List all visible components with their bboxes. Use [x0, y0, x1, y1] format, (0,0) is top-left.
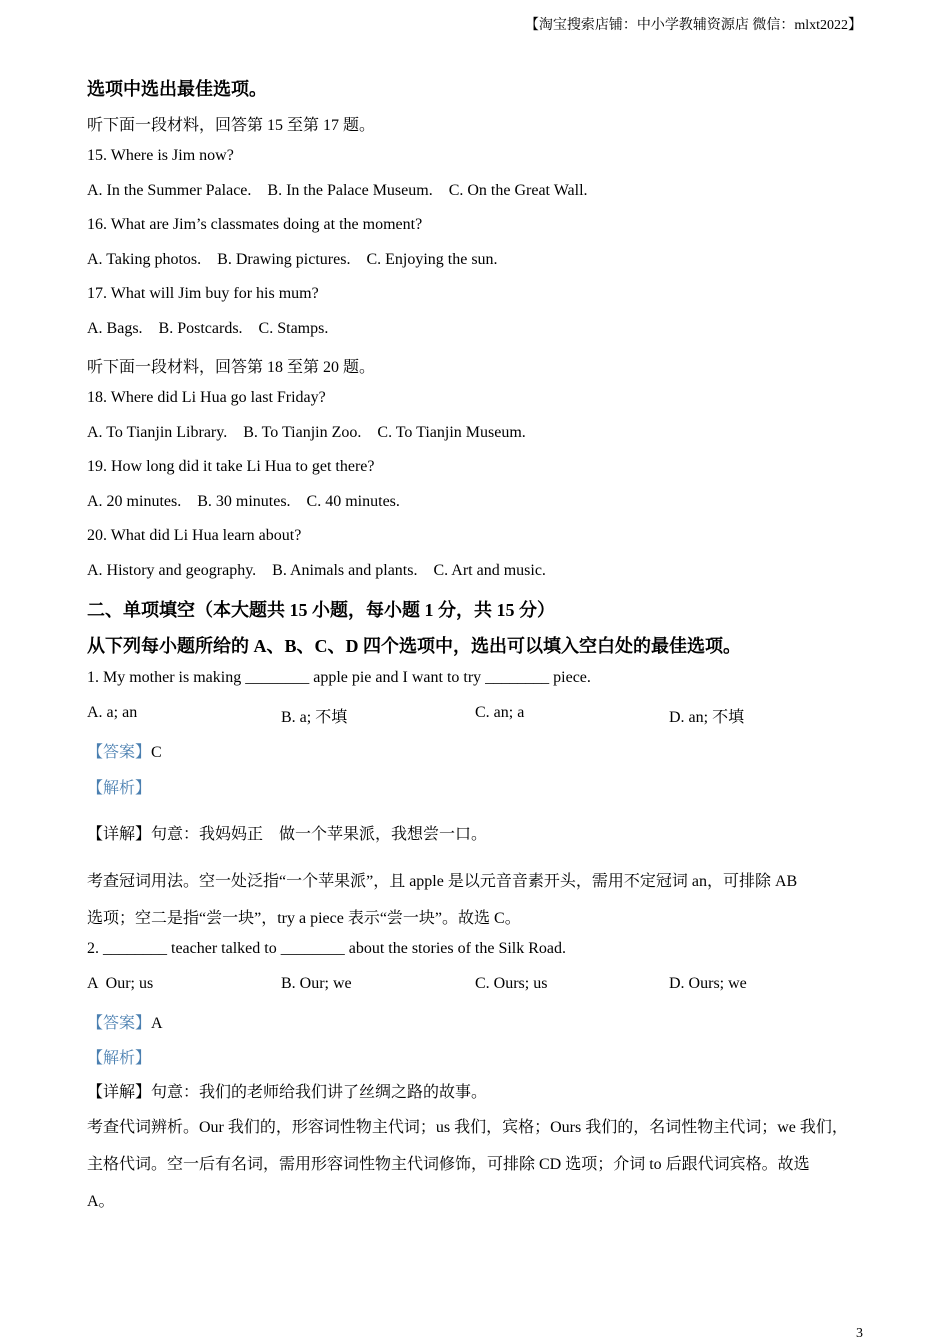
- answer-line: [87, 1010, 163, 1033]
- answer-value: C: [151, 744, 162, 761]
- option-a: A. a; an: [87, 704, 138, 721]
- question-17-options: A. Bags. B. Postcards. C. Stamps.: [87, 320, 329, 337]
- question-20-options: A. History and geography. B. Animals and plants. C. Art and music.: [87, 562, 546, 579]
- option-d: D. an; 不填: [669, 709, 745, 726]
- listening-intro: 听下面一段材料，回答第 15 至第 17 题。: [87, 117, 376, 134]
- question-16-options: A. Taking photos. B. Drawing pictures. C. Enjoying the sun.: [87, 251, 498, 268]
- page-header: 【淘宝搜索店铺：中小学教辅资源店 微信：mlxt2022】: [524, 18, 862, 33]
- question-16: 16. What are Jim’s classmates doing at the moment?: [87, 216, 423, 233]
- explanation-text: 选项；空二是指“尝一块”，try a piece 表示“尝一块”。故选 C。: [87, 910, 521, 927]
- option-c: C. an; a: [475, 704, 525, 721]
- section-heading: 二、单项填空（本大题共 15 小题，每小题 1 分，共 15 分）: [87, 600, 555, 620]
- section-heading: 选项中选出最佳选项。: [87, 79, 267, 99]
- question-18-options: A. To Tianjin Library. B. To Tianjin Zoo. C. To Tianjin Museum.: [87, 424, 526, 441]
- question-2-stem: 2. ________ teacher talked to ________ about the stories of the Silk Road.: [87, 940, 567, 957]
- listening-intro: 听下面一段材料，回答第 18 至第 20 题。: [87, 359, 376, 376]
- question-17: 17. What will Jim buy for his mum?: [87, 285, 319, 302]
- answer-label: 【答案】: [87, 744, 152, 761]
- answer-value: A: [151, 1015, 163, 1032]
- detail-text: 【详解】句意：我们的老师给我们讲了丝绸之路的故事。: [87, 1084, 488, 1101]
- explanation-text: 主格代词。空一后有名词，需用形容词性物主代词修饰，可排除 CD 选项；介词 to 后跟代词宾格。故选: [87, 1156, 810, 1173]
- question-20: 20. What did Li Hua learn about?: [87, 527, 302, 544]
- question-15: 15. Where is Jim now?: [87, 147, 234, 164]
- answer-line: [87, 739, 162, 762]
- analysis-label: 【解析】: [87, 780, 152, 797]
- detail-text: 【详解】句意：我妈妈正 做一个苹果派，我想尝一口。: [87, 826, 488, 843]
- option-c: C. Ours; us: [475, 975, 548, 992]
- section-instruction: 从下列每小题所给的 A、B、C、D 四个选项中，选出可以填入空白处的最佳选项。: [87, 636, 741, 656]
- explanation-text: 考查冠词用法。空一处泛指“一个苹果派”，且 apple 是以元音音素开头，需用不定冠词 an，可排除 AB: [87, 873, 798, 890]
- option-a: A Our; us: [87, 975, 154, 992]
- page-number: 3: [856, 1326, 863, 1341]
- question-15-options: A. In the Summer Palace. B. In the Palace Museum. C. On the Great Wall.: [87, 182, 588, 199]
- answer-label: 【答案】: [87, 1015, 152, 1032]
- question-1-stem: 1. My mother is making ________ apple pie and I want to try ________ piece.: [87, 669, 591, 686]
- question-19: 19. How long did it take Li Hua to get there?: [87, 458, 375, 475]
- explanation-text: A。: [87, 1193, 115, 1210]
- option-b: B. Our; we: [281, 975, 352, 992]
- option-b: B. a; 不填: [281, 709, 348, 726]
- question-18: 18. Where did Li Hua go last Friday?: [87, 389, 326, 406]
- option-d: D. Ours; we: [669, 975, 747, 992]
- analysis-label: 【解析】: [87, 1050, 152, 1067]
- question-19-options: A. 20 minutes. B. 30 minutes. C. 40 minutes.: [87, 493, 400, 510]
- explanation-text: 考查代词辨析。Our 我们的，形容词性物主代词；us 我们，宾格；Ours 我们的，名词性物主代词；we 我们，: [87, 1119, 848, 1136]
